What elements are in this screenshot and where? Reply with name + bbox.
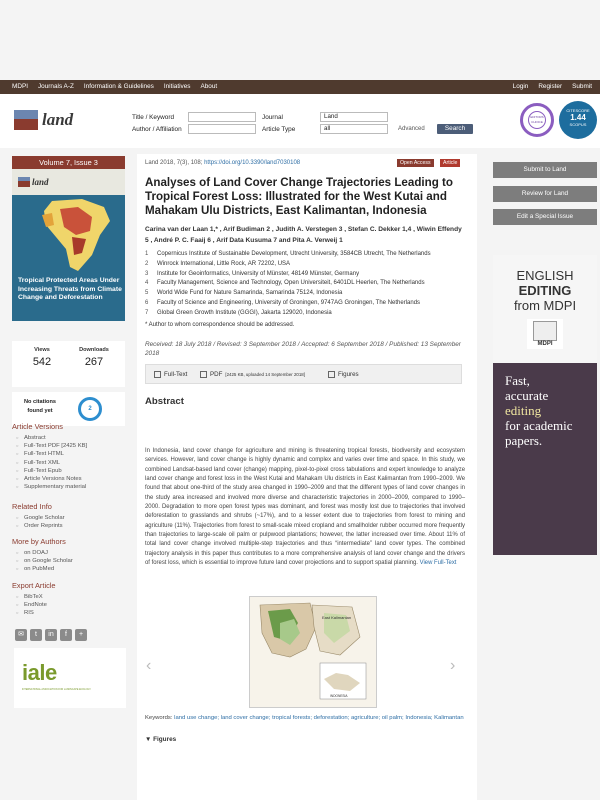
citescore-label: CITESCORE [566, 108, 590, 113]
views-label: Views [34, 347, 50, 353]
order-reprints-link[interactable]: ○ Order Reprints [12, 522, 126, 530]
map-region-label: East Kalimantan [322, 615, 352, 620]
authors-pubmed-link[interactable]: ○ on PubMed [12, 565, 126, 573]
journal-name: land [42, 110, 74, 129]
affiliation-item: 1 Copernicus Institute of Sustainable Development, Utrecht University, 3584CB Utrecht, The Netherlands [145, 251, 431, 257]
affiliation-item: 3 Institute for Geoinformatics, University of Münster, 48149 Münster, Germany [145, 270, 360, 277]
iale-subtitle: INTERNATIONAL ASSOCIATION FOR LANDSCAPE ECOLOGY [22, 688, 91, 691]
google-scholar-link[interactable]: ○ Google Scholar [12, 514, 126, 522]
title-keyword-label: Title / Keyword [132, 114, 175, 121]
authors-google-scholar-link[interactable]: ○ on Google Scholar [12, 557, 126, 565]
journal-header [0, 94, 600, 148]
affiliation-item: 5 World Wide Fund for Nature Samarinda, Samarinda 75124, Indonesia [145, 290, 343, 297]
title-keyword-input[interactable] [188, 112, 256, 122]
linkedin-share-icon[interactable]: in [45, 629, 57, 641]
nav-information-guidelines[interactable]: Information & Guidelines [83, 83, 154, 90]
version-link-notes[interactable]: ○ Article Versions Notes [12, 475, 126, 483]
figure-next-arrow[interactable]: › [450, 657, 456, 674]
abstract-text: In Indonesia, land cover change for agriculture and mining is threatening tropical forests, biodiversity and ecosystem services. However, land cover change is highly dynamic and complex and varies over time and space. In this study, we combined Landsat-based land cover (change) mapping, pixel-to-pixel cross tabulations and expert knowledge to analyze land cover change and forest loss in the West Kutai and Mahakam Ulu districts in East Kalimantan from 1990–2009. We found that about one-third of the study area changed in 1990–2009 and that the different types of land cover changes in the study area increased and involved more diverse and characteristic trajectories in 2000–2009, compared to 1990–2000. Degradation to more open forest types was dominant, and forest was mostly lost due to trajectories that involved deforestation to grasslands and shrubs (~17%), and to a lesser extent due to trajectories from forest to mining and agriculture (11%). Trajectories from forest to small-scale mixed cropland and smallholder rubber occurred more frequently than trajectories to large-scale oil palm or pulpwood plantations; however, the latter increased over time. About 11% of total land cover change involved multiple-step trajectories and thus “intermediate” land cover types. The combined trajectory analysis in this paper thus contributes to a more comprehensive analysis of land cover change and the drivers of forest loss, which is essential to improve future land cover projections and to support spatial planning. View Full-Text [145, 448, 465, 567]
open-access-badge: Open Access [397, 159, 434, 167]
abstract-heading: Abstract [145, 396, 184, 407]
citations-box [12, 392, 125, 426]
issue-cover-image[interactable] [12, 169, 125, 321]
export-article-section [12, 581, 126, 618]
submit-link[interactable]: Submit [572, 83, 592, 90]
nav-journals-a-z[interactable]: Journals A-Z [37, 83, 74, 90]
citescore-value: 1.44 [570, 113, 586, 122]
version-link-epub[interactable]: ○ Full-Text Epub [12, 467, 126, 475]
citescore-source: SCOPUS [569, 122, 587, 127]
login-link[interactable]: Login [512, 83, 529, 90]
email-share-icon[interactable]: ✉ [15, 629, 27, 641]
article-versions-section [12, 422, 126, 491]
more-by-authors-section [12, 537, 126, 574]
related-info-heading: Related Info [12, 502, 52, 511]
doi-link[interactable]: https://doi.org/10.3390/land7030108 [204, 160, 301, 166]
version-link-abstract[interactable]: ○ Abstract [12, 434, 126, 442]
share-buttons [15, 629, 87, 641]
more-by-authors-heading: More by Authors [12, 537, 66, 546]
author-affiliation-input[interactable] [188, 124, 256, 134]
affiliation-item: 7 Global Green Growth Institute (GGGI), Jakarta 129020, Indonesia [145, 309, 332, 316]
views-count: 542 [32, 356, 52, 368]
edit-special-issue-button[interactable]: Edit a Special Issue [493, 209, 597, 225]
publication-dates: Received: 18 July 2018 / Revised: 3 September 2018 / Accepted: 6 September 2018 / Published: 13 September 2018 [145, 341, 461, 357]
inset-country-label: INDONESIA [330, 694, 348, 698]
authors-doaj-link[interactable]: ○ on DOAJ [12, 549, 126, 557]
search-button[interactable]: Search [437, 124, 473, 134]
mdpi-logo-icon: MDPI [527, 319, 563, 349]
export-ris-link[interactable]: ○ RIS [12, 609, 126, 617]
study-area-map [250, 597, 376, 707]
more-share-icon[interactable]: + [75, 629, 87, 641]
journal-select[interactable]: Land [320, 112, 388, 122]
submit-to-journal-button[interactable]: Submit to Land [493, 162, 597, 178]
cover-land-logo-icon [18, 177, 30, 187]
article-type-label: Article Type [262, 126, 296, 133]
article-versions-heading: Article Versions [12, 422, 63, 431]
article-title: Analyses of Land Cover Change Trajectories Leading to Tropical Forest Loss: Illustrated for the West Kutai and Mahakam Ulu Districts, East Kalimantan, Indonesia [145, 176, 453, 217]
document-icon [154, 371, 161, 378]
affiliation-item: 6 Faculty of Science and Engineering, University of Groningen, 9747AG Groningen, The Netherlands [145, 299, 421, 306]
ad-line-3: from MDPI [513, 298, 577, 313]
export-endnote-link[interactable]: ○ EndNote [12, 601, 126, 609]
keywords-list[interactable]: land use change; land cover change; tropical forests; deforestation; agriculture; oil palm; Indonesia; Kalimantan [174, 715, 464, 721]
downloads-count: 267 [84, 356, 104, 368]
figure-prev-arrow[interactable]: ‹ [146, 657, 152, 674]
pdf-download-button[interactable]: PDF [2425 KB, uploaded 14 September 2018] [200, 371, 305, 378]
iale-logo: iale [22, 660, 57, 685]
figure-thumbnail[interactable] [249, 596, 377, 708]
ad-line-1: ENGLISH [516, 268, 574, 283]
download-bar [145, 364, 462, 384]
affiliation-item: 4 Faculty Management, Science and Technology, Open Universiteit, 6401DL Heerlen, The Netherlands [145, 280, 425, 287]
editors-choice-label: EDITORS CHOICE [528, 111, 546, 129]
article-type-select[interactable]: all [320, 124, 388, 134]
version-link-html[interactable]: ○ Full-Text HTML [12, 450, 126, 458]
review-for-journal-button[interactable]: Review for Land [493, 186, 597, 202]
figures-button[interactable]: Figures [328, 371, 359, 378]
twitter-share-icon[interactable]: t [30, 629, 42, 641]
related-info-section [12, 502, 126, 530]
cover-map-illustration [12, 195, 125, 275]
version-link-supplementary[interactable]: ○ Supplementary material [12, 483, 126, 491]
cover-title: Tropical Protected Areas Under Increasing Threats from Climate Change and Deforestation [18, 277, 122, 301]
keywords-label: Keywords: [145, 715, 173, 721]
figures-icon [328, 371, 335, 378]
citations-status: No citations found yet [23, 399, 56, 414]
ad-tagline: Fast, accurate editing for academic papers. [493, 363, 597, 555]
correspondence-note: * Author to whom correspondence should be addressed. [145, 322, 295, 328]
full-text-button[interactable]: Full-Text [154, 371, 187, 378]
export-bibtex-link[interactable]: ○ BibTeX [12, 593, 126, 601]
altmetric-badge[interactable]: 2 [78, 397, 102, 421]
citescore-badge[interactable] [559, 101, 597, 139]
editors-choice-badge[interactable] [520, 103, 554, 137]
volume-issue-bar[interactable]: Volume 7, Issue 3 [12, 156, 125, 169]
land-logo-icon [14, 110, 38, 130]
iale-advert[interactable] [14, 648, 126, 708]
version-link-xml[interactable]: ○ Full-Text XML [12, 459, 126, 467]
author-affiliation-label: Author / Affiliation [132, 126, 182, 133]
view-full-text-link[interactable]: View Full-Text [419, 560, 457, 567]
advanced-search-link[interactable]: Advanced [398, 126, 425, 132]
english-editing-advert[interactable] [493, 255, 597, 555]
nav-about[interactable]: About [200, 83, 218, 90]
article-type-badge: Article [440, 159, 460, 167]
top-nav-left [12, 83, 217, 90]
register-link[interactable]: Register [538, 83, 563, 90]
keywords [145, 714, 465, 723]
journal-logo[interactable] [14, 110, 73, 130]
pdf-size-note: [2425 KB, uploaded 14 September 2018] [225, 372, 305, 377]
journal-label: Journal [262, 114, 283, 121]
top-nav-right [513, 83, 592, 90]
pdf-icon [200, 371, 207, 378]
top-navigation-bar [0, 80, 600, 94]
version-link-pdf[interactable]: ○ Full-Text PDF [2425 KB] [12, 442, 126, 450]
affiliations-list [145, 250, 471, 319]
affiliation-item: 2 Winrock International, Little Rock, AR 72202, USA [145, 260, 291, 267]
export-article-heading: Export Article [12, 581, 56, 590]
author-list[interactable]: Carina van der Laan 1,* , Arif Budiman 2 , Judith A. Verstegen 3 , Stefan C. Dekker 1,4 , Wiwin Effendy 5 , André P. C. Faaij 6 , Arif Data Kusuma 7 and Pita A. Verweij 1 [145, 226, 462, 244]
figures-toggle[interactable]: ▼ Figures [145, 736, 177, 743]
citation-prefix: Land 2018, 7(3), 108; [145, 160, 203, 166]
downloads-label: Downloads [79, 347, 109, 353]
ad-line-2: EDITING [518, 283, 572, 298]
cover-journal-name: land [32, 177, 49, 187]
citation-line [145, 160, 300, 166]
facebook-share-icon[interactable]: f [60, 629, 72, 641]
article-metrics-box [12, 341, 125, 387]
nav-mdpi[interactable]: MDPI [12, 83, 28, 90]
nav-initiatives[interactable]: Initiatives [163, 83, 191, 90]
